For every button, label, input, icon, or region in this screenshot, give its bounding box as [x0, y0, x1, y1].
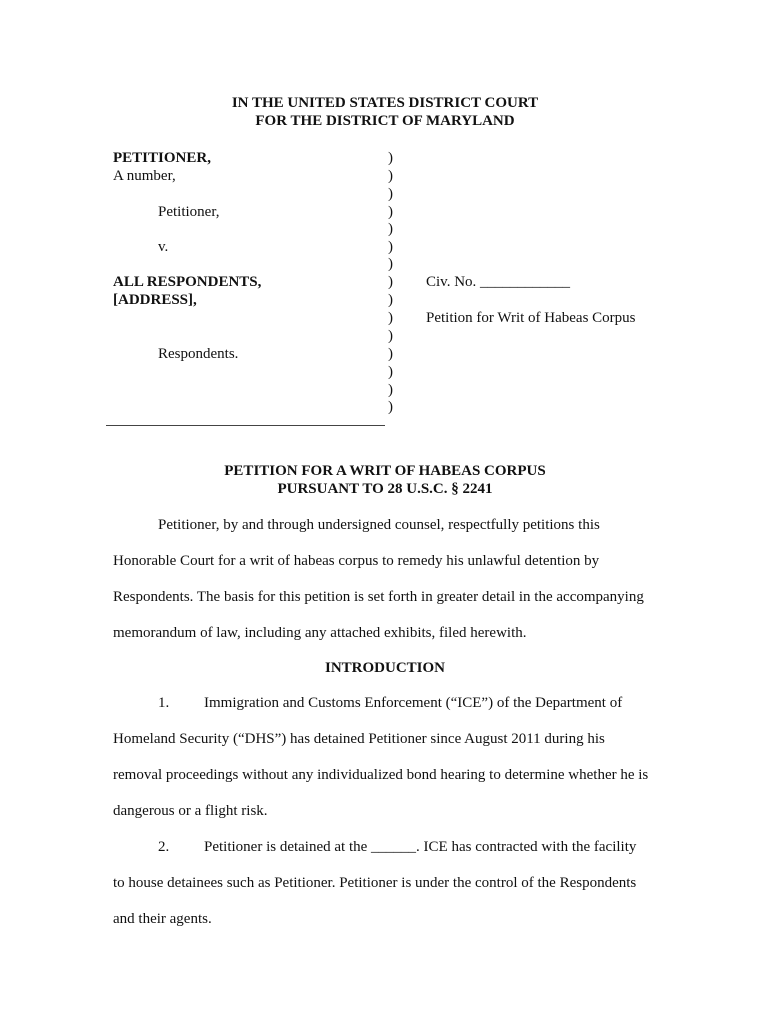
paragraph-line: and their agents.	[113, 911, 212, 927]
paragraph-number: 2.	[158, 839, 170, 855]
document-title-line1: PETITION FOR A WRIT OF HABEAS CORPUS	[224, 463, 546, 479]
paragraph-line: dangerous or a flight risk.	[113, 803, 268, 819]
caption-paren: )	[388, 292, 393, 308]
caption-paren: )	[388, 239, 393, 255]
caption-divider	[106, 425, 385, 426]
court-name-line2: FOR THE DISTRICT OF MARYLAND	[255, 113, 515, 129]
caption-paren: )	[388, 328, 393, 344]
document-title-line2: PURSUANT TO 28 U.S.C. § 2241	[277, 481, 493, 497]
petitioner-name: PETITIONER,	[113, 150, 211, 166]
opening-line: Honorable Court for a writ of habeas corpus to remedy his unlawful detention by	[113, 553, 600, 569]
paragraph-line: removal proceedings without any individualized bond hearing to determine whether he is	[113, 767, 649, 783]
civil-number: Civ. No. ____________	[426, 274, 571, 290]
introduction-heading: INTRODUCTION	[324, 660, 445, 676]
paragraph-number: 1.	[158, 695, 170, 711]
respondents-name: ALL RESPONDENTS,	[113, 274, 262, 290]
respondents-role: Respondents.	[158, 346, 239, 362]
opening-line: Petitioner, by and through undersigned counsel, respectfully petitions this	[158, 517, 600, 533]
petition-type: Petition for Writ of Habeas Corpus	[426, 310, 636, 326]
paragraph-line: Petitioner is detained at the ______. ICE has contracted with the facility	[204, 839, 637, 855]
opening-line: Respondents. The basis for this petition is set forth in greater detail in the accompanying	[113, 589, 644, 605]
a-number: A number,	[113, 168, 176, 184]
caption-paren: )	[388, 382, 393, 398]
caption-paren: )	[388, 150, 393, 166]
caption-paren: )	[388, 399, 393, 415]
paragraph-line: Immigration and Customs Enforcement (“ICE”) of the Department of	[204, 695, 623, 711]
caption-paren: )	[388, 346, 393, 362]
caption-paren: )	[388, 364, 393, 380]
opening-line: memorandum of law, including any attached exhibits, filed herewith.	[113, 625, 527, 641]
caption-paren: )	[388, 168, 393, 184]
petitioner-role: Petitioner,	[158, 204, 220, 220]
respondents-address: [ADDRESS],	[113, 292, 197, 308]
caption-paren: )	[388, 221, 393, 237]
caption-paren: )	[388, 256, 393, 272]
court-name-line1: IN THE UNITED STATES DISTRICT COURT	[231, 95, 539, 111]
caption-paren: )	[388, 186, 393, 202]
versus: v.	[158, 239, 169, 255]
caption-paren: )	[388, 274, 393, 290]
caption-paren: )	[388, 204, 393, 220]
paragraph-line: to house detainees such as Petitioner. Petitioner is under the control of the Respondents	[113, 875, 637, 891]
paragraph-line: Homeland Security (“DHS”) has detained Petitioner since August 2011 during his	[113, 731, 605, 747]
caption-paren: )	[388, 310, 393, 326]
